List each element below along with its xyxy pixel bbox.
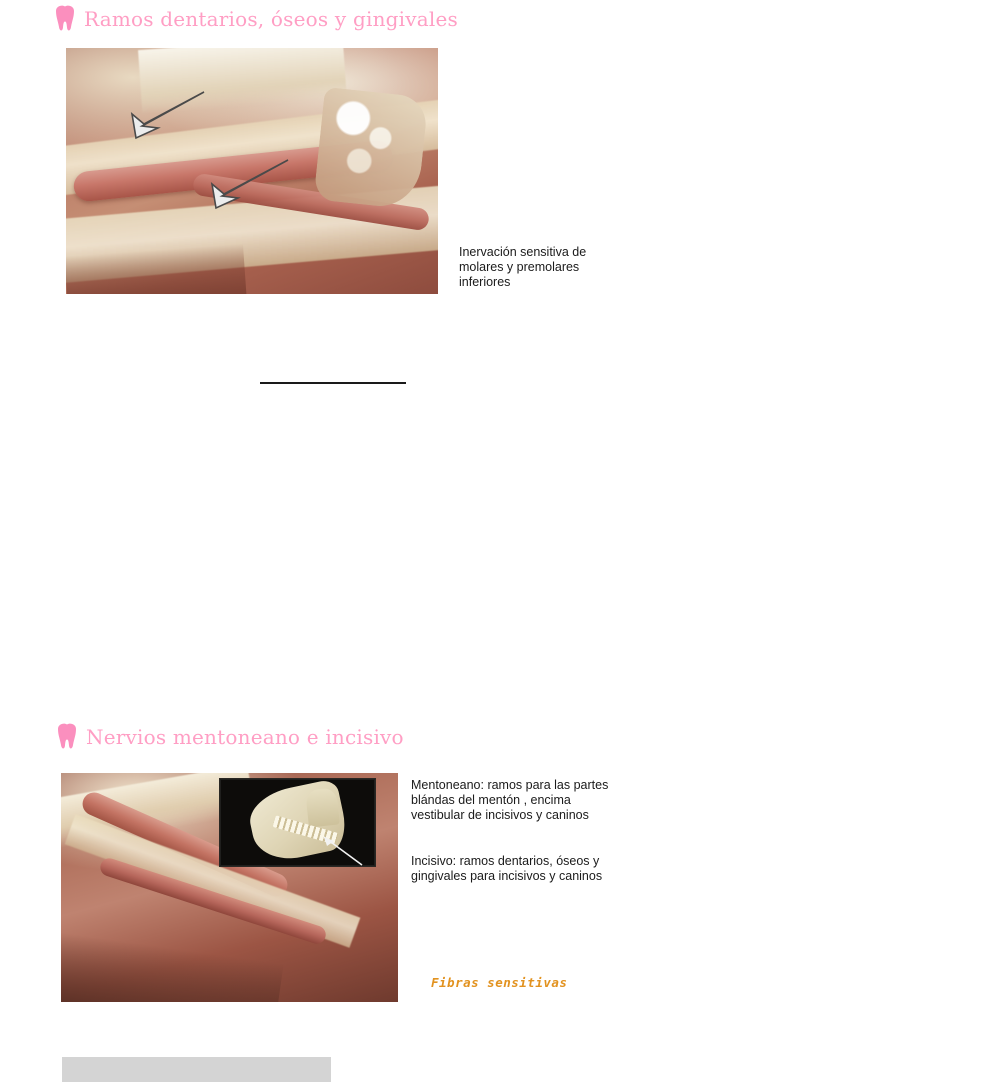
section-heading-mentoneano [56,722,404,752]
bottom-placeholder-bar [62,1057,331,1082]
section-heading-ramos [54,4,458,34]
tooth-icon [56,722,78,752]
inset-mandible-ramus [305,787,340,827]
section-title: Ramos dentarios, óseos y gingivales [84,7,458,31]
accent-note-fibras-sensitivas: Fibras sensitivas [431,975,568,990]
caption-ramos: Inervación sensitiva de molares y premolares inferiores [459,245,587,289]
mandible-model-inset [219,778,376,867]
tooth-icon [54,4,76,34]
horizontal-divider [260,382,406,384]
caption-mentoneano: Mentoneano: ramos para las partes blándas del mentón , encima vestibular de incisivos y caninos [411,778,609,822]
section-title: Nervios mentoneano e incisivo [86,725,404,749]
mental-incisive-nerve-photo [61,773,398,1002]
mandibular-nerve-dissection-photo [66,48,438,294]
caption-incisivo: Incisivo: ramos dentarios, óseos y gingivales para incisivos y caninos [411,854,603,883]
